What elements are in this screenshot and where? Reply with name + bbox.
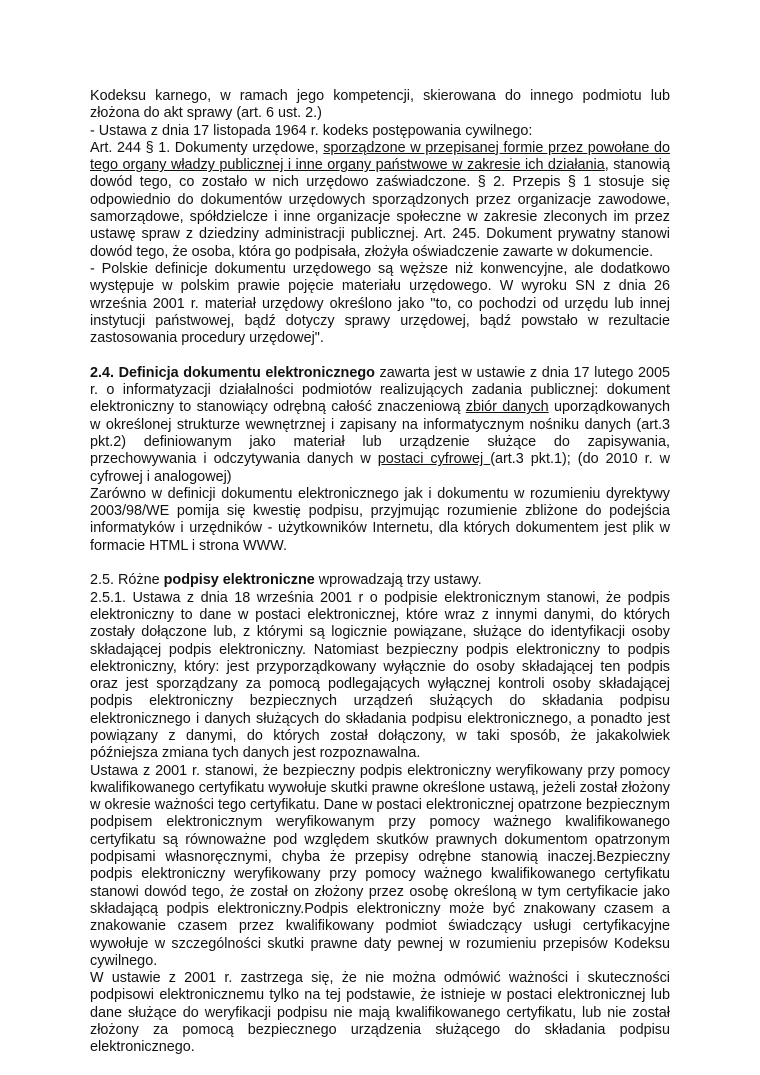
spacer: [90, 347, 670, 364]
paragraph-2-5-1: 2.5.1. Ustawa z dnia 18 września 2001 r o podpisie elektronicznym stanowi, że podpis elektroniczny to dane w postaci elektronicznej, które wraz z innymi danymi, do których zostały dołączone lub, z którymi są logicznie powiązane, służące do identyfikacji osoby składającej podpis elektroniczny. Natomiast bezpieczny podpis elektroniczny to podpis elektroniczny, który: jest przyporządkowany wyłącznie do osoby składającej ten podpis oraz jest sporządzany za pomocą podlegających wyłącznej kontroli osoby składającej podpis elektroniczny bezpiecznych urządzeń służących do składania podpisu elektronicznego i danych służących do składania podpisu elektronicznego, a ponadto jest powiązany z danymi, do których został dołączony, w taki sposób, że jakakolwiek późniejsza zmiana tych danych jest rozpoznawalna.: [90, 589, 670, 762]
art-244-text-end: , stanowią dowód tego, co zostało w nich urzędowo zaświadczone. § 2. Przepis § 1 stosuje się odpowiednio do dokumentów urzędowych sporządzonych przez organizacje zawodowe, samorządowe, spółdzielcze i inne organizacje społeczne w zakresie zleconych im przez ustawę spraw z dziedziny administracji publicznej. Art. 245. Dokument prywatny stanowi dowód tego, że osoba, która go podpisała, złożyła oświadczenie zawarte w dokumencie.: [90, 157, 670, 260]
paragraph-directive: Zarówno w definicji dokumentu elektronicznego jak i dokumentu w rozumieniu dyrektywy 2003/98/WE pomija się kwestię podpisu, przyjmując rozumienie zbliżone do podejścia informatyków i urzędników - użytkowników Internetu, dla których dokumentem jest plik w formacie HTML i strona WWW.: [90, 485, 670, 554]
ed-text-2: uporządkowanych w określonej strukturze wewnętrznej i zapisany na informatycznym nośniku danych (art.3 pkt.2) definiowanym jako materiał lub urządzenie służące do zapisywania, przechowywania i odczytywania danych w: [90, 399, 670, 468]
paragraph-kk-continuation: Kodeksu karnego, w ramach jego kompetencji, skierowana do innego podmiotu lub złożona do akt sprawy (art. 6 ust. 2.): [90, 88, 670, 122]
art-244-underlined: sporządzone w przepisanej formie przez powołane do tego organy władzy publicznej i inne organy państwowe w zakresie ich działania: [90, 139, 670, 174]
paragraph-2001-reservation: W ustawie z 2001 r. zastrzega się, że nie można odmówić ważności i skuteczności podpisowi elektronicznemu tylko na tej podstawie, że istnieje w postaci elektronicznej lub dane służące do weryfikacji podpisu nie mają kwalifikowanego certyfikatu, lub nie został złożony za pomocą bezpiecznego urządzenia służącego do składania podpisu elektronicznego.: [90, 970, 670, 1056]
document-page: [90, 88, 670, 1057]
paragraph-electronic-document: [90, 365, 670, 486]
ed-text-3: (art.3 pkt.1); (do 2010 r. w cyfrowej i analogowej): [90, 451, 670, 485]
lead-a: 2.5. Różne: [90, 572, 164, 589]
section-heading-2-4: 2.4. Definicja dokumentu elektronicznego: [90, 364, 375, 381]
paragraph-kpc-heading: - Ustawa z dnia 17 listopada 1964 r. kodeks postępowania cywilnego:: [90, 122, 533, 139]
lead-c: wprowadzają trzy ustawy.: [314, 572, 482, 589]
ed-text-1: zawarta jest w ustawie z dnia 17 lutego 2005 r. o informatyzacji działalności podmiotów realizujących zadania publicznej: dokument elektroniczny to stanowiący odrębną całość znaczeniową: [90, 364, 671, 416]
paragraph-art-244: [90, 140, 670, 261]
paragraph-2001-act: Ustawa z 2001 r. stanowi, że bezpieczny podpis elektroniczny weryfikowany przy pomocy kwalifikowanego certyfikatu wywołuje skutki prawne określone ustawą, jeżeli został złożony w okresie ważności tego certyfikatu. Dane w postaci elektronicznej opatrzone bezpiecznym podpisem elektronicznym weryfikowanym przy pomocy ważnego kwalifikowanego certyfikatu są równoważne pod względem skutków prawnych dokumentom opatrzonym podpisami własnoręcznymi, chyba że przepisy odrębne stanowią inaczej.Bezpieczny podpis elektroniczny weryfikowany przy pomocy ważnego kwalifikowanego certyfikatu stanowi dowód tego, że został on złożony przez osobę określoną w tym certyfikacie jako składającą podpis elektroniczny.Podpis elektroniczny może być znakowany czasem a znakowanie czasem przez kwalifikowany podmiot świadczący usługi certyfikacyjne wywołuje w szczególności skutki prawne daty pewnej w rozumieniu przepisów Kodeksu cywilnego.: [90, 762, 670, 969]
section-heading-2-5: [90, 572, 670, 589]
art-244-text-start: Art. 244 § 1. Dokumenty urzędowe,: [90, 139, 324, 156]
spacer: [90, 555, 670, 572]
lead-bold: podpisy elektroniczne: [163, 572, 315, 589]
ed-link-zbior-danych: zbiór danych: [465, 399, 549, 416]
paragraph-polish-definitions: - Polskie definicje dokumentu urzędowego są węższe niż konwencyjne, ale dodatkowo występuje w polskim prawie pojęcie materiału urzędowego. W wyroku SN z dnia 26 września 2001 r. materiał urzędowy określono jako "to, co pochodzi od urzędu lub innej instytucji państwowej, bądź dotyczy sprawy urzędowej, bądź powstało w rezultacie zastosowania procedury urzędowej".: [90, 260, 670, 347]
ed-link-postaci-cyfrowej: postaci cyfrowej: [377, 451, 491, 468]
